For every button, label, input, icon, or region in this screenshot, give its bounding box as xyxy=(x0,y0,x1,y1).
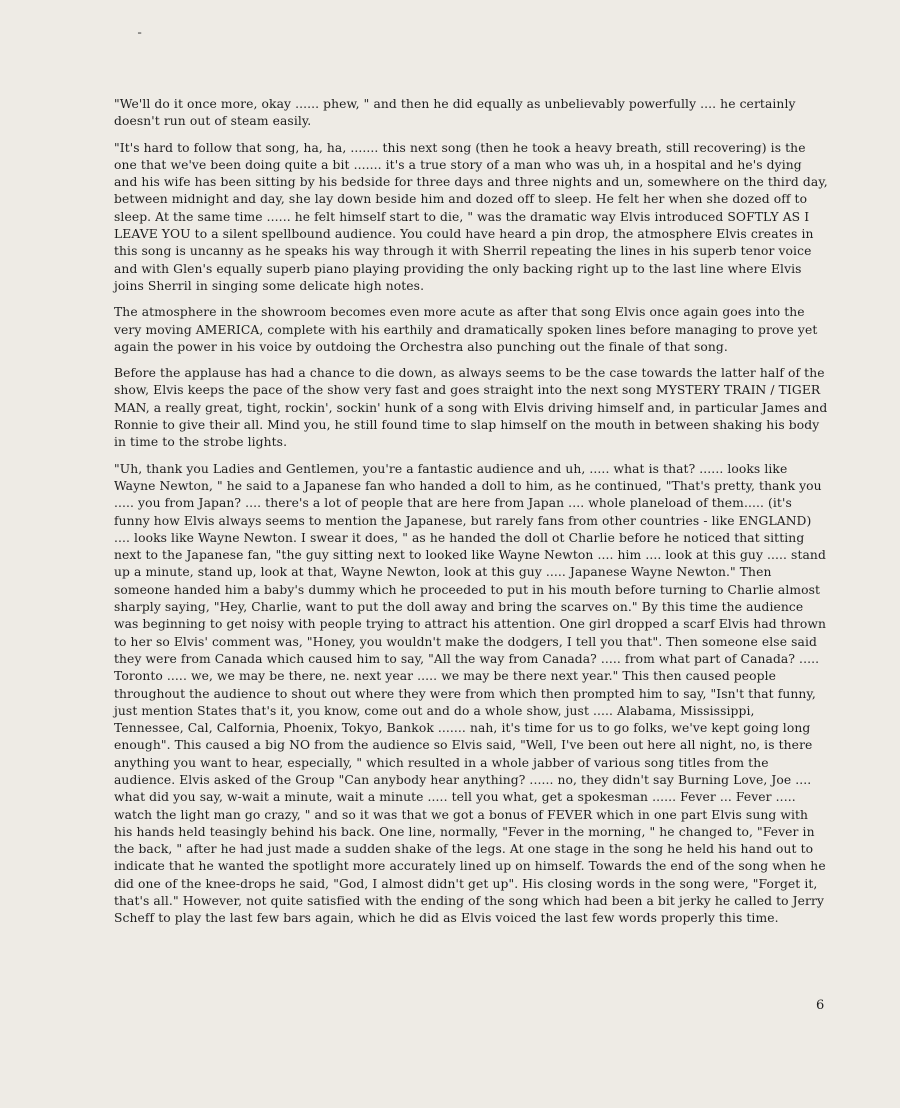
top-mark: - xyxy=(136,26,144,40)
page-number: 6 xyxy=(816,998,825,1013)
paragraph: The atmosphere in the showroom becomes even more acute as after that song Elvis once again goes into the very moving AMERICA, complete with his earthily and dramatically spoken lines before managing to prove yet again the power in his voice by outdoing the Orchestra also punching out the finale of that song. xyxy=(114,305,818,354)
paragraph: "We'll do it once more, okay ...... phew, " and then he did equally as unbelievably powerfully .... he certainly doesn't run out of steam easily. xyxy=(114,97,796,129)
article-body xyxy=(114,96,828,937)
paragraph: Before the applause has had a chance to die down, as always seems to be the case towards the latter half of the show, Elvis keeps the pace of the show very fast and goes straight into the next song MYSTERY TRAIN / TIGER MAN, a really great, tight, rockin', sockin' hunk of a song with Elvis driving himself and, in particular James and Ronnie to give their all. Mind you, he still found time to slap himself on the mouth in between shaking his body in time to the strobe lights. xyxy=(114,366,828,450)
paragraph: "Uh, thank you Ladies and Gentlemen, you're a fantastic audience and uh, ..... what is that? ...... looks like Wayne Newton, " he said to a Japanese fan who handed a doll to him, as he continued, "That's pretty, thank you ..... you from Japan? .... there's a lot of people that are here from Japan .... whole planeload of them..... (it's funny how Elvis always seems to mention the Japanese, but rarely fans from other countries - like ENGLAND) .... looks like Wayne Newton. I swear it does, " as he handed the doll ot Charlie before he noticed that sitting next to the Japanese fan, "the guy sitting next to looked like Wayne Newton .... him .... look at this guy ..... stand up a minute, stand up, look at that, Wayne Newton, look at this guy ..... Japanese Wayne Newton." Then someone handed him a baby's dummy which he proceeded to put in his mouth before turning to Charlie almost sharply saying, "Hey, Charlie, want to put the doll away and bring the scarves on." By this time the audience was beginning to get noisy with people trying to attract his attention. One girl dropped a scarf Elvis had thrown to her so Elvis' comment was, "Honey, you wouldn't make the dodgers, I tell you that". Then someone else said they were from Canada which caused him to say, "All the way from Canada? ..... from what part of Canada? ..... Toronto ..... we, we may be there, ne. next year ..... we may be there next year." This then caused people throughout the audience to shout out where they were from which then prompted him to say, "Isn't that funny, just mention States that's it, you know, come out and do a whole show, just ..... Alabama, Mississippi, Tennessee, Cal, Calfornia, Phoenix, Tokyo, Bankok ....... nah, it's time for us to go folks, we've kept going long enough". This caused a big NO from the audience so Elvis said, "Well, I've been out here all night, no, is there anything you want to hear, especially, " which resulted in a whole jabber of various song titles from the audience. Elvis asked of the Group "Can anybody hear anything? ...... no, they didn't say Burning Love, Joe .... what did you say, w-wait a minute, wait a minute ..... tell you what, get a spokesman ...... Fever ... Fever ..... watch the light man go crazy, " and so it was that we got a bonus of FEVER which in one part Elvis sung with his hands held teasingly behind his back. One line, normally, "Fever in the morning, " he changed to, "Fever in the back, " after he had just made a sudden shake of the legs. At one stage in the song he held his hand out to indicate that he wanted the spotlight more accurately lined up on himself. Towards the end of the song when he did one of the knee-drops he said, "God, I almost didn't get up". His closing words in the song were, "Forget it, that's all." However, not quite satisfied with the ending of the song which had been a bit jerky he called to Jerry Scheff to play the last few bars again, which he did as Elvis voiced the last few words properly this time. xyxy=(114,461,826,926)
paragraph: "It's hard to follow that song, ha, ha, ....... this next song (then he took a heavy breath, still recovering) is the one that we've been doing quite a bit ....... it's a true story of a man who was uh, in a hospital and he's dying and his wife has been sitting by his bedside for three days and three nights and un, somewhere on the third day, between midnight and day, she lay down beside him and dozed off to sleep. He felt her when she dozed off to sleep. At the same time ...... he felt himself start to die, " was the dramatic way Elvis introduced SOFTLY AS I LEAVE YOU to a silent spellbound audience. You could have heard a pin drop, the atmosphere Elvis creates in this song is uncanny as he speaks his way through it with Sherril repeating the lines in his superb tenor voice and with Glen's equally superb piano playing providing the only backing right up to the last line where Elvis joins Sherril in singing some delicate high notes. xyxy=(114,140,828,293)
